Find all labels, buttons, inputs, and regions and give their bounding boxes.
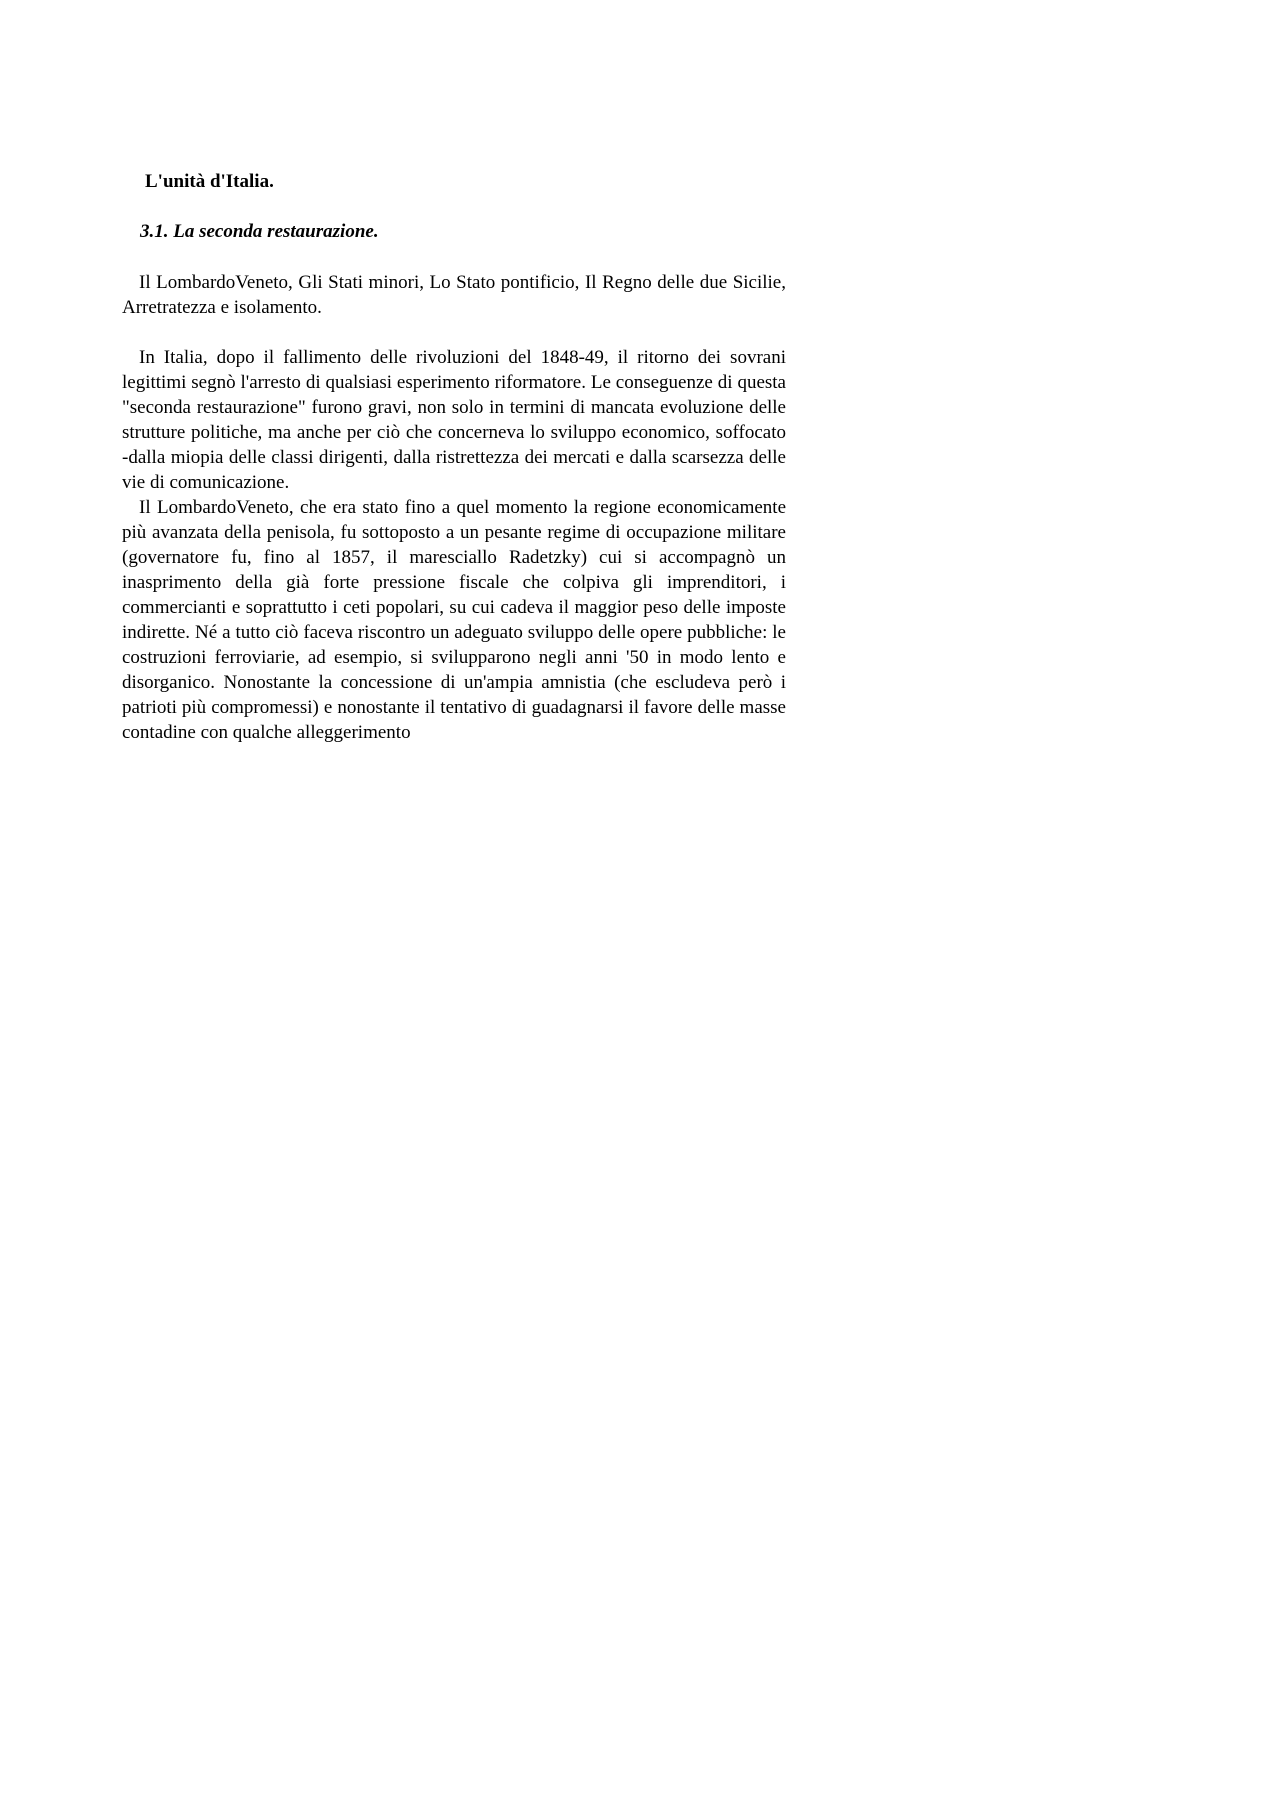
paragraph: In Italia, dopo il fallimento delle rivoluzioni del 1848-49, il ritorno dei sovrani legittimi segnò l'arresto di qualsiasi esperimento riformatore. Le conseguenze di questa "seconda restaurazione" furono gravi, non solo in termini di mancata evoluzione delle strutture politiche, ma anche per ciò che concerneva lo sviluppo economico, soffocato -dalla miopia delle classi dirigenti, dalla ristrettezza dei mercati e dalla scarsezza delle vie di comunicazione. (122, 347, 786, 493)
topics-summary: Il LombardoVeneto, Gli Stati minori, Lo Stato pontificio, Il Regno delle due Sicilie, Arretratezza e isolamento. (122, 272, 786, 318)
section-title: 3.1. La seconda restaurazione. (140, 221, 379, 242)
body-text (122, 345, 786, 745)
chapter-title: L'unità d'Italia. (145, 171, 274, 192)
paragraph: Il LombardoVeneto, che era stato fino a quel momento la regione economicamente più avanzata della penisola, fu sottoposto a un pesante regime di occupazione militare (governatore fu, fino al 1857, il maresciallo Radetzky) cui si accompagnò un inasprimento della già forte pressione fiscale che colpiva gli imprenditori, i commercianti e soprattutto i ceti popolari, su cui cadeva il maggior peso delle imposte indirette. Né a tutto ciò faceva riscontro un adeguato sviluppo delle opere pubbliche: le costruzioni ferroviarie, ad esempio, si svilupparono negli anni '50 in modo lento e disorganico. Nonostante la concessione di un'ampia amnistia (che escludeva però i patrioti più compromessi) e nonostante il tentativo di guadagnarsi il favore delle masse contadine con qualche alleggerimento (122, 497, 786, 743)
